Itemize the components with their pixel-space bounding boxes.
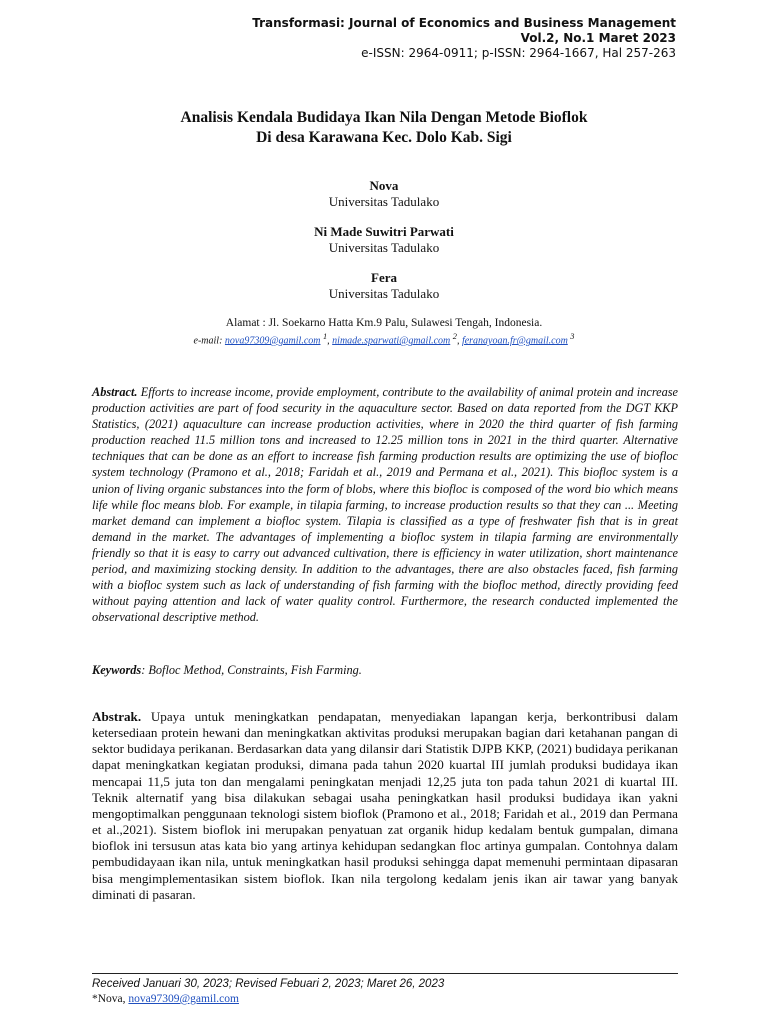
email-link-1[interactable]: nova97309@gamil.com [224,335,321,347]
email-line: e-mail: nova97309@gamil.com $^1$, nimade.sparwati@gmail.com $^2$, feranayoan.fr@gmail.com $^3$ [193,332,575,347]
abstract-english-text: Efforts to increase income, provide employment, contribute to the availability of animal protein and increase production activities are part of food security in the aquaculture sector. Based on data reported from the DGT KKP Statistics, (2021) aquaculture can increase production activities, where in 2020 the third quarter of fish farming production reached 11.5 million tons and increased to 12.25 million tons in 2021 in the third quarter. Alternative techniques that can be done as an effort to increase fish farming production results are optimizing the use of biofloc system technology (Pramono et al., 2018; Faridah et al., 2019 and Permana et al., 2021). This biofloc system is a union of living organic substances into the form of blobs, where this biofloc is composed of the word bio which means life while floc means blob. For example, in tilapia farming, to increase production results so that they can ... Meeting market demand can implement a biofloc system. Tilapia is classified as a type of freshwater fish that is in great demand in the market. The advantages of implementing a biofloc system in tilapia farming are environmentally friendly so that it is easy to carry out advanced cultivation, there is efficiency in water utilization, short maintenance period, and maximizing stocking density. In addition to the advantages, there are also obstacles faced, fish farming with a biofloc system such as lack of understanding of fish farming with the biofloc method, directly providing feed without paying attention and lack of water quality control. Furthermore, the research conducted implemented the observational descriptive method. [92,385,679,625]
footer-divider [92,973,678,974]
corresponding-email-link[interactable]: nova97309@gamil.com [128,993,239,1005]
author-affiliation: Universitas Tadulako [328,240,440,255]
author-name: Fera [371,270,397,285]
journal-name: Transformasi: Journal of Economics and Business Management [252,16,676,30]
author-affiliation: Universitas Tadulako [328,194,440,209]
keywords [92,662,678,678]
author-block [90,224,678,256]
email-link-3[interactable]: feranayoan.fr@gmail.com [461,335,568,347]
abstract-indonesian [92,709,678,903]
journal-header [252,16,676,61]
author-block [90,178,678,210]
author-name: Nova [369,178,399,193]
author-name: Ni Made Suwitri Parwati [314,224,454,239]
abstract-english-label: Abstract. [92,385,138,399]
received-dates: Received Januari 30, 2023; Revised Febuari 2, 2023; Maret 26, 2023 [92,978,445,990]
abstract-indonesian-text: Upaya untuk meningkatkan pendapatan, menyediakan lapangan kerja, berkontribusi dalam ketersediaan protein hewani dan meningkatkan aktivitas produksi merupakan bagian dari ketahanan pangan di sektor budidaya perikanan. Berdasarkan data yang dilansir dari Statistik DJPB KKP, (2021) budidaya perikanan dapat meningkatkan kegiatan produksi, dimana pada tahun 2020 kuartal III jumlah produksi budidaya ikan mencapai 11,5 juta ton dan mengalami peningkatan menjadi 12,25 juta ton pada tahun 2021 di kuartal III. Teknik alternatif yang bisa dilakukan sebagai usaha peningkatkan hasil produksi budidaya ikan yakni mengoptimalkan penggunaan teknologi sistem bioflok (Pramono et al., 2018; Faridah et al., 2019 dan Permana et al.,2021). Sistem bioflok ini merupakan penyatuan zat organik hidup kedalam bentuk gumpalan, dimana bioflok ini tersusun atas kata bio yang artinya kehidupan sedangkan floc artinya gumpalan. Contohnya dalam pembudidayaan ikan nila, untuk meningkatkan hasil produksi sehingga dapat memenuhi permintaan dipasaran bisa mengimplementasikan sistem bioflok. Ikan nila tergolong kedalam jenis ikan air tawar yang banyak diminati di pasaran. [92,709,679,902]
corresponding-author-name: *Nova, [92,993,126,1005]
author-list [90,178,678,316]
author-address [90,316,678,348]
address-line: Alamat : Jl. Soekarno Hatta Km.9 Palu, Sulawesi Tengah, Indonesia. [225,317,543,329]
keywords-label: Keywords [92,663,142,677]
corresponding-author [92,992,678,1006]
email-label: e-mail: [193,335,223,347]
author-block [90,270,678,302]
keywords-text: : Bofloc Method, Constraints, Fish Farming. [141,663,362,677]
paper-title [90,108,678,148]
email-superscript-2: 2 [452,332,457,341]
abstract-indonesian-label: Abstrak. [92,709,142,724]
title-line-1: Analisis Kendala Budidaya Ikan Nila Dengan Metode Bioflok [180,109,588,126]
title-line-2: Di desa Karawana Kec. Dolo Kab. Sigi [256,129,512,146]
journal-issn: e-ISSN: 2964-0911; p-ISSN: 2964-1667, Hal 257-263 [361,46,676,60]
email-superscript-1: 1 [323,332,328,341]
email-superscript-3: 3 [570,332,575,341]
journal-volume: Vol.2, No.1 Maret 2023 [520,31,676,45]
author-affiliation: Universitas Tadulako [328,286,440,301]
abstract-english [92,384,678,625]
email-link-2[interactable]: nimade.sparwati@gmail.com [332,335,451,347]
